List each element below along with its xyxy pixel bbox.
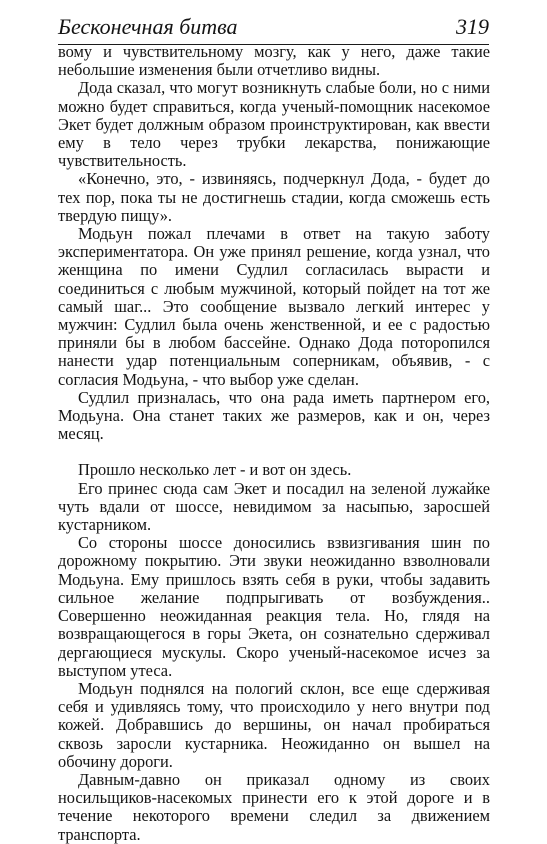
page-header <box>58 14 489 45</box>
paragraph: Дода сказал, что могут возникнуть слабые боли, но с ними можно будет справиться, когда ученый-помощник насекомое Экет будет должным образом проинструктирован, как ввести ему в тело через трубки лекарства, понижающие чувствительность. <box>58 78 490 171</box>
paragraph: Прошло несколько лет - и вот он здесь. <box>78 460 352 480</box>
page-number: 319 <box>456 14 489 39</box>
paragraph: вому и чувствительному мозгу, как у него, даже такие небольшие изменения были отчетливо видны. <box>58 42 490 80</box>
paragraph: «Конечно, это, - извиняясь, подчеркнул Дода, - будет до тех пор, пока ты не достигнешь стадии, когда сможешь есть твердую пищу». <box>58 169 490 225</box>
paragraph: Давным-давно он приказал одному из своих носильщиков-насекомых принести его к этой дороге и в течение некоторого времени следил за движением транспорта. <box>58 769 490 844</box>
paragraph: Судлил призналась, что она рада иметь партнером его, Модьуна. Она станет таких же размеров, как и он, через месяц. <box>58 387 490 444</box>
paragraph: Его принес сюда сам Экет и посадил на зеленой лужайке чуть вдали от шоссе, невидимом за насыпью, заросшей кустарником. <box>58 478 490 535</box>
running-title: Бесконечная битва <box>58 14 238 39</box>
paragraph: Модьун пожал плечами в ответ на такую заботу экспериментатора. Он уже принял решение, когда узнал, что женщина по имени Судлил согласилась вырасти и соединиться с любым мужчиной, который пойдет на тот же самый шаг... Это сообщение вызвало легкий интерес у мужчин: Судлил была очень женственной, и ее с радостью приняли бы в любом бассейне. Однако Дода поторопился нанести удар потенциальным соперникам, объявив, - с согласия Модьуна, - что выбор уже сделан. <box>58 224 490 389</box>
body-text <box>58 43 490 844</box>
paragraph: Со стороны шоссе доносились взвизгивания шин по дорожному покрытию. Эти звуки неожиданно взволновали Модьуна. Ему пришлось взять себя в руки, чтобы задавить сильное желание подпрыгивать от возбуждения.. Совершенно неожиданная реакция тела. Но, глядя на возвращающегося в горы Экета, он сознательно сдерживал дергающиеся мускулы. Скоро ученый-насекомое исчез за выступом утеса. <box>58 533 490 680</box>
paragraph: Модьун поднялся на пологий склон, все еще сдерживая себя и удивляясь тому, что происходило у него внутри под кожей. Добравшись до вершины, он начал пробираться сквозь заросли кустарника. Неожиданно он вышел на обочину дороги. <box>58 678 490 771</box>
